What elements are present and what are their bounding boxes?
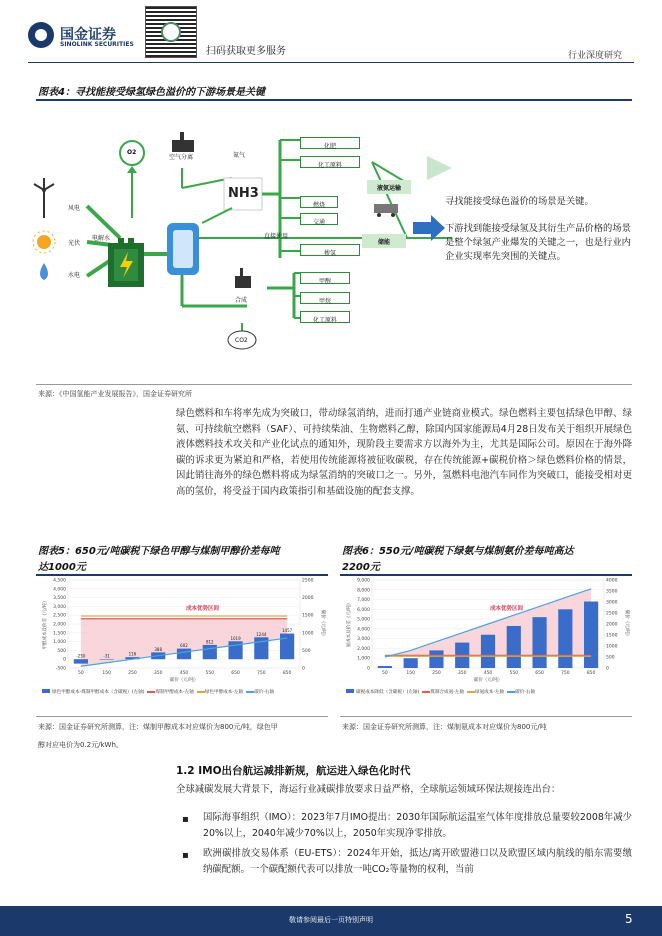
label-synthesis: 合成	[235, 297, 248, 304]
bar-data-label: 1244	[256, 631, 267, 637]
y2-tick-label: 1500	[606, 633, 618, 639]
box-methane: 甲烷	[300, 292, 350, 304]
bullet-marker-2: ▪	[182, 850, 189, 861]
bar-data-label: -31	[103, 653, 110, 659]
bar	[558, 609, 572, 668]
y-axis-label: 氨成本及价差（元/吨）	[347, 600, 352, 648]
box-transport: 交通	[300, 213, 338, 225]
header-divider	[28, 62, 634, 63]
label-wind: 风电	[68, 205, 81, 212]
x-tick-label: 850	[586, 671, 596, 676]
synthesis-factory-icon	[235, 276, 251, 288]
x-tick-label: 550	[509, 671, 519, 676]
x-axis-label: 碳价（元/吨）	[473, 678, 503, 683]
x-tick-label: 650	[231, 671, 240, 676]
figure-6-title-line2: 2200元	[342, 562, 380, 573]
y-axis-label: 甲醇成本及价差（元/吨）	[43, 598, 48, 650]
x-tick-label: 50	[78, 671, 84, 676]
water-drop-icon	[40, 263, 48, 280]
figure-5-bottom-rule	[36, 716, 328, 717]
x-tick-label: 550	[205, 671, 215, 676]
zone-label: 成本优势区间	[186, 606, 220, 612]
bar	[378, 666, 392, 668]
box-chem-raw-2: 化工原料	[300, 311, 350, 323]
legend-5-item-1: 绿色甲醇成本-煤制甲醇成本（含碳税）(左轴)	[52, 690, 145, 695]
label-direct-use: 直接使用	[264, 233, 289, 240]
label-liquid-transport: 液氨运输	[367, 180, 411, 194]
legend-6-item-2: 煤制合成氨-左轴	[430, 690, 465, 695]
bar	[100, 659, 114, 660]
y2-tick-label: 2500	[606, 611, 618, 617]
label-hydro: 水电	[68, 272, 81, 279]
legend-swatch-gold	[467, 691, 475, 693]
legend-5-item-4: 碳价-右轴	[254, 690, 275, 695]
figure-6-source: 来源：国金证券研究所测算，注：煤制氨成本对应煤价为800元/吨	[342, 723, 547, 731]
bar	[404, 658, 418, 668]
legend-swatch-bar	[346, 689, 354, 693]
x-tick-label: 250	[432, 671, 441, 676]
figure-4-source: 来源：《中国氢能产业发展报告》，国金证券研究所	[38, 390, 192, 398]
bar-data-label: 812	[205, 639, 214, 645]
label-co2: CO2	[235, 337, 248, 344]
label-o2: O2	[127, 149, 137, 156]
page-number: 5	[625, 912, 633, 926]
box-fuel: 燃烧	[300, 196, 338, 208]
legend-6-item-3: 绿氨成本-左轴	[474, 690, 505, 695]
bar	[280, 634, 294, 660]
bar	[532, 617, 546, 668]
y-tick-label: 5,000	[357, 617, 370, 623]
figure-4-title: 图表4：寻找能接受绿氢绿色溢价的下游场景是关键	[38, 87, 265, 98]
x-axis-label: 碳价（元/吨）	[169, 678, 199, 683]
label-nitrogen: 氮气	[233, 152, 246, 159]
bar-data-label: 388	[154, 646, 163, 652]
zone-label: 成本优势区间	[490, 606, 524, 612]
y2-axis-label: 碳价（元/吨）	[320, 609, 325, 639]
figure-6-bottom-rule	[340, 716, 632, 717]
y-tick-label: 2,000	[357, 646, 370, 652]
y-tick-label: 0	[63, 657, 66, 663]
y-tick-label: 3,000	[53, 604, 66, 610]
company-logo-icon	[28, 22, 54, 48]
bar	[203, 645, 217, 659]
label-nh3: NH3	[228, 186, 259, 201]
bar-data-label: 1019	[230, 635, 241, 641]
x-tick-label: 450	[179, 671, 189, 676]
body-paragraph-1: 绿色燃料和车将率先成为突破口，带动绿氢消纳，进而打通产业链商业模式。绿色燃料主要包括绿色甲醇、绿氨、可持续航空燃料（SAF）、可持续柴油、生物燃料乙醇，除国内国家能源局4月28日发布关于组织开展绿色液体燃料技术攻关和产业化试点的通知外，现阶段主要需求方以海外为主，尤其是国际公司。原因在于海外降碳的诉求更为紧迫和严格，若使用传统能源将被征收碳税，存在传统能源+碳税价格＞绿色燃料价格的情景，因此销往海外的绿色燃料将成为绿氢消纳的突破口之一。另外，氢燃料电池汽车同作为突破口，能接受相对更高的氢价，将受益于国内政策指引和基础设施的配套支撑。	[176, 408, 632, 497]
box-chem-raw-1: 化工原料	[300, 156, 360, 168]
y2-tick-label: 3500	[606, 589, 618, 595]
y-tick-label: 500	[57, 648, 66, 654]
y-tick-label: 1,500	[53, 631, 66, 637]
figure-5-title-line2: 达1000元	[38, 562, 86, 573]
x-tick-label: 50	[382, 671, 388, 676]
box-methanol: 甲醇	[300, 272, 350, 284]
qr-center-logo-icon	[161, 22, 181, 42]
y-tick-label: 4,000	[357, 627, 370, 633]
x-tick-label: 650	[535, 671, 544, 676]
y2-axis-label: 碳价（元/吨）	[624, 609, 629, 639]
y-tick-label: 3,000	[357, 637, 370, 643]
sun-icon	[33, 231, 55, 253]
x-tick-label: 750	[257, 671, 266, 676]
legend-swatch-bar	[42, 689, 50, 693]
bar	[584, 602, 598, 668]
y-tick-label: 8,000	[357, 588, 370, 594]
bar	[177, 649, 191, 660]
y2-tick-label: 1000	[302, 631, 314, 637]
y2-tick-label: 2000	[302, 596, 314, 602]
y-tick-label: 6,000	[357, 607, 370, 613]
factory-icon	[172, 140, 194, 152]
label-storage: 储能	[362, 234, 406, 248]
y-tick-label: 4,500	[53, 578, 66, 584]
x-tick-label: 450	[483, 671, 493, 676]
y2-tick-label: 500	[302, 648, 311, 654]
y2-tick-label: 3000	[606, 600, 618, 606]
x-tick-label: 850	[282, 671, 292, 676]
y2-tick-label: 4000	[606, 578, 618, 584]
right-arrow-icon	[413, 215, 445, 241]
x-tick-label: 150	[406, 671, 415, 676]
legend-6-item-4: 碳价-右轴	[515, 690, 536, 695]
x-tick-label: 350	[457, 671, 467, 676]
label-electrolyzer: 电解水	[92, 235, 111, 242]
wind-icon	[34, 178, 54, 218]
y2-tick-label: 1500	[302, 613, 314, 619]
y2-tick-label: 2000	[606, 622, 618, 628]
y-tick-label: 1,000	[53, 640, 66, 646]
label-air-separation: 空气分离	[169, 154, 194, 161]
y-tick-label: 1,000	[357, 656, 370, 662]
y2-tick-label: 0	[302, 666, 305, 672]
figure-6-title-line1: 图表6：550元/吨碳税下绿氨与煤制氨价差每吨高达	[342, 546, 574, 557]
y-tick-label: 0	[367, 666, 370, 672]
section-heading: 1.2 IMO出台航运减排新规，航运进入绿色化时代	[176, 765, 411, 777]
logo-english-name: SINOLINK SECURITIES	[60, 41, 134, 48]
y2-tick-label: 0	[606, 666, 609, 672]
y2-tick-label: 2500	[302, 578, 314, 584]
scan-service-text: 扫码获取更多服务	[206, 46, 286, 57]
y-tick-label: 2,500	[53, 613, 66, 619]
y-tick-label: -500	[55, 666, 66, 672]
x-tick-label: 750	[561, 671, 570, 676]
figure-5-source-line2: 醇对应电价为0.2元/kWh。	[38, 741, 123, 749]
figure-4-bottom-rule	[36, 384, 632, 385]
bar	[507, 626, 521, 668]
figure-5-source-line1: 来源：国金证券研究所测算，注：煤制甲醇成本对应煤价为800元/吨，绿色甲	[38, 723, 278, 731]
box-hydrogen-mix: 掺氢	[300, 244, 360, 256]
bar	[429, 650, 443, 668]
y-tick-label: 4,000	[53, 587, 66, 593]
bullet-item-2: 欧洲碳排放交易体系（EU-ETS）：2024年开始，抵达/离开欧盟港口以及欧盟区域内航线的船东需要缴纳碳配额。一个碳配额代表可以排放一吨CO₂等量物的权利，当前	[203, 848, 632, 875]
box-fertilizer: 化肥	[300, 137, 360, 149]
callout-headline: 寻找能接受绿色溢价的场景是关键。	[445, 196, 594, 207]
x-tick-label: 350	[153, 671, 163, 676]
bullet-item-1: 国际海事组织（IMO）：2023年7月IMO提出：2030年国际航运温室气体年度排放总量要较2008年减少20%以上，2040年减少70%以上，2050年实现净零排放。	[203, 812, 632, 839]
bar-data-label: -250	[76, 653, 86, 659]
figure-6-legend	[346, 689, 631, 696]
bar	[481, 635, 495, 668]
x-tick-label: 250	[128, 671, 137, 676]
bar	[74, 659, 88, 663]
report-type: 行业深度研究	[568, 51, 623, 61]
bullet-marker-1: ▪	[182, 814, 189, 825]
legend-swatch-gold	[197, 691, 205, 693]
logo-chinese-name: 国金证券	[60, 27, 116, 43]
bar-data-label: 116	[128, 651, 137, 657]
truck-icon	[374, 204, 398, 213]
label-solar: 光伏	[68, 240, 81, 247]
legend-6-item-1: 碳税成本降低（含碳税）(左轴)	[356, 690, 420, 695]
footer-disclaimer: 敬请参阅最后一页特别声明	[289, 916, 373, 924]
legend-swatch-blue	[507, 691, 515, 693]
callout-detail: 下游找到能接受绿氢及其衍生产品价格的场景是整个绿氢产业爆发的关键之一，也是行业内企业实现率先突围的关键点。	[445, 223, 631, 262]
y2-tick-label: 1000	[606, 644, 618, 650]
section-intro: 全球减碳发展大背景下，海运行业减碳排放要求日益严格，全球航运领域环保法规接连出台：	[176, 784, 561, 795]
x-tick-label: 150	[102, 671, 111, 676]
figure-4-rule	[36, 99, 632, 101]
legend-5-item-3: 绿色甲醇成本-左轴	[204, 690, 244, 695]
legend-swatch-blue	[246, 691, 254, 693]
bar-data-label: 1457	[282, 628, 293, 634]
y2-tick-label: 500	[606, 655, 615, 661]
y-tick-label: 7,000	[357, 598, 370, 604]
figure-5-title-line1: 图表5：650元/吨碳税下绿色甲醇与煤制甲醇价差每吨	[38, 546, 280, 557]
y-tick-label: 3,500	[53, 596, 66, 602]
chart-green-methanol	[38, 560, 328, 710]
y-tick-label: 2,000	[53, 622, 66, 628]
bar-data-label: 602	[180, 643, 188, 649]
legend-5-item-2: 煤制甲醇成本-左轴	[155, 690, 194, 695]
y-tick-label: 9,000	[357, 578, 370, 584]
chart-green-ammonia	[342, 560, 632, 710]
figure-5-legend	[42, 689, 327, 696]
